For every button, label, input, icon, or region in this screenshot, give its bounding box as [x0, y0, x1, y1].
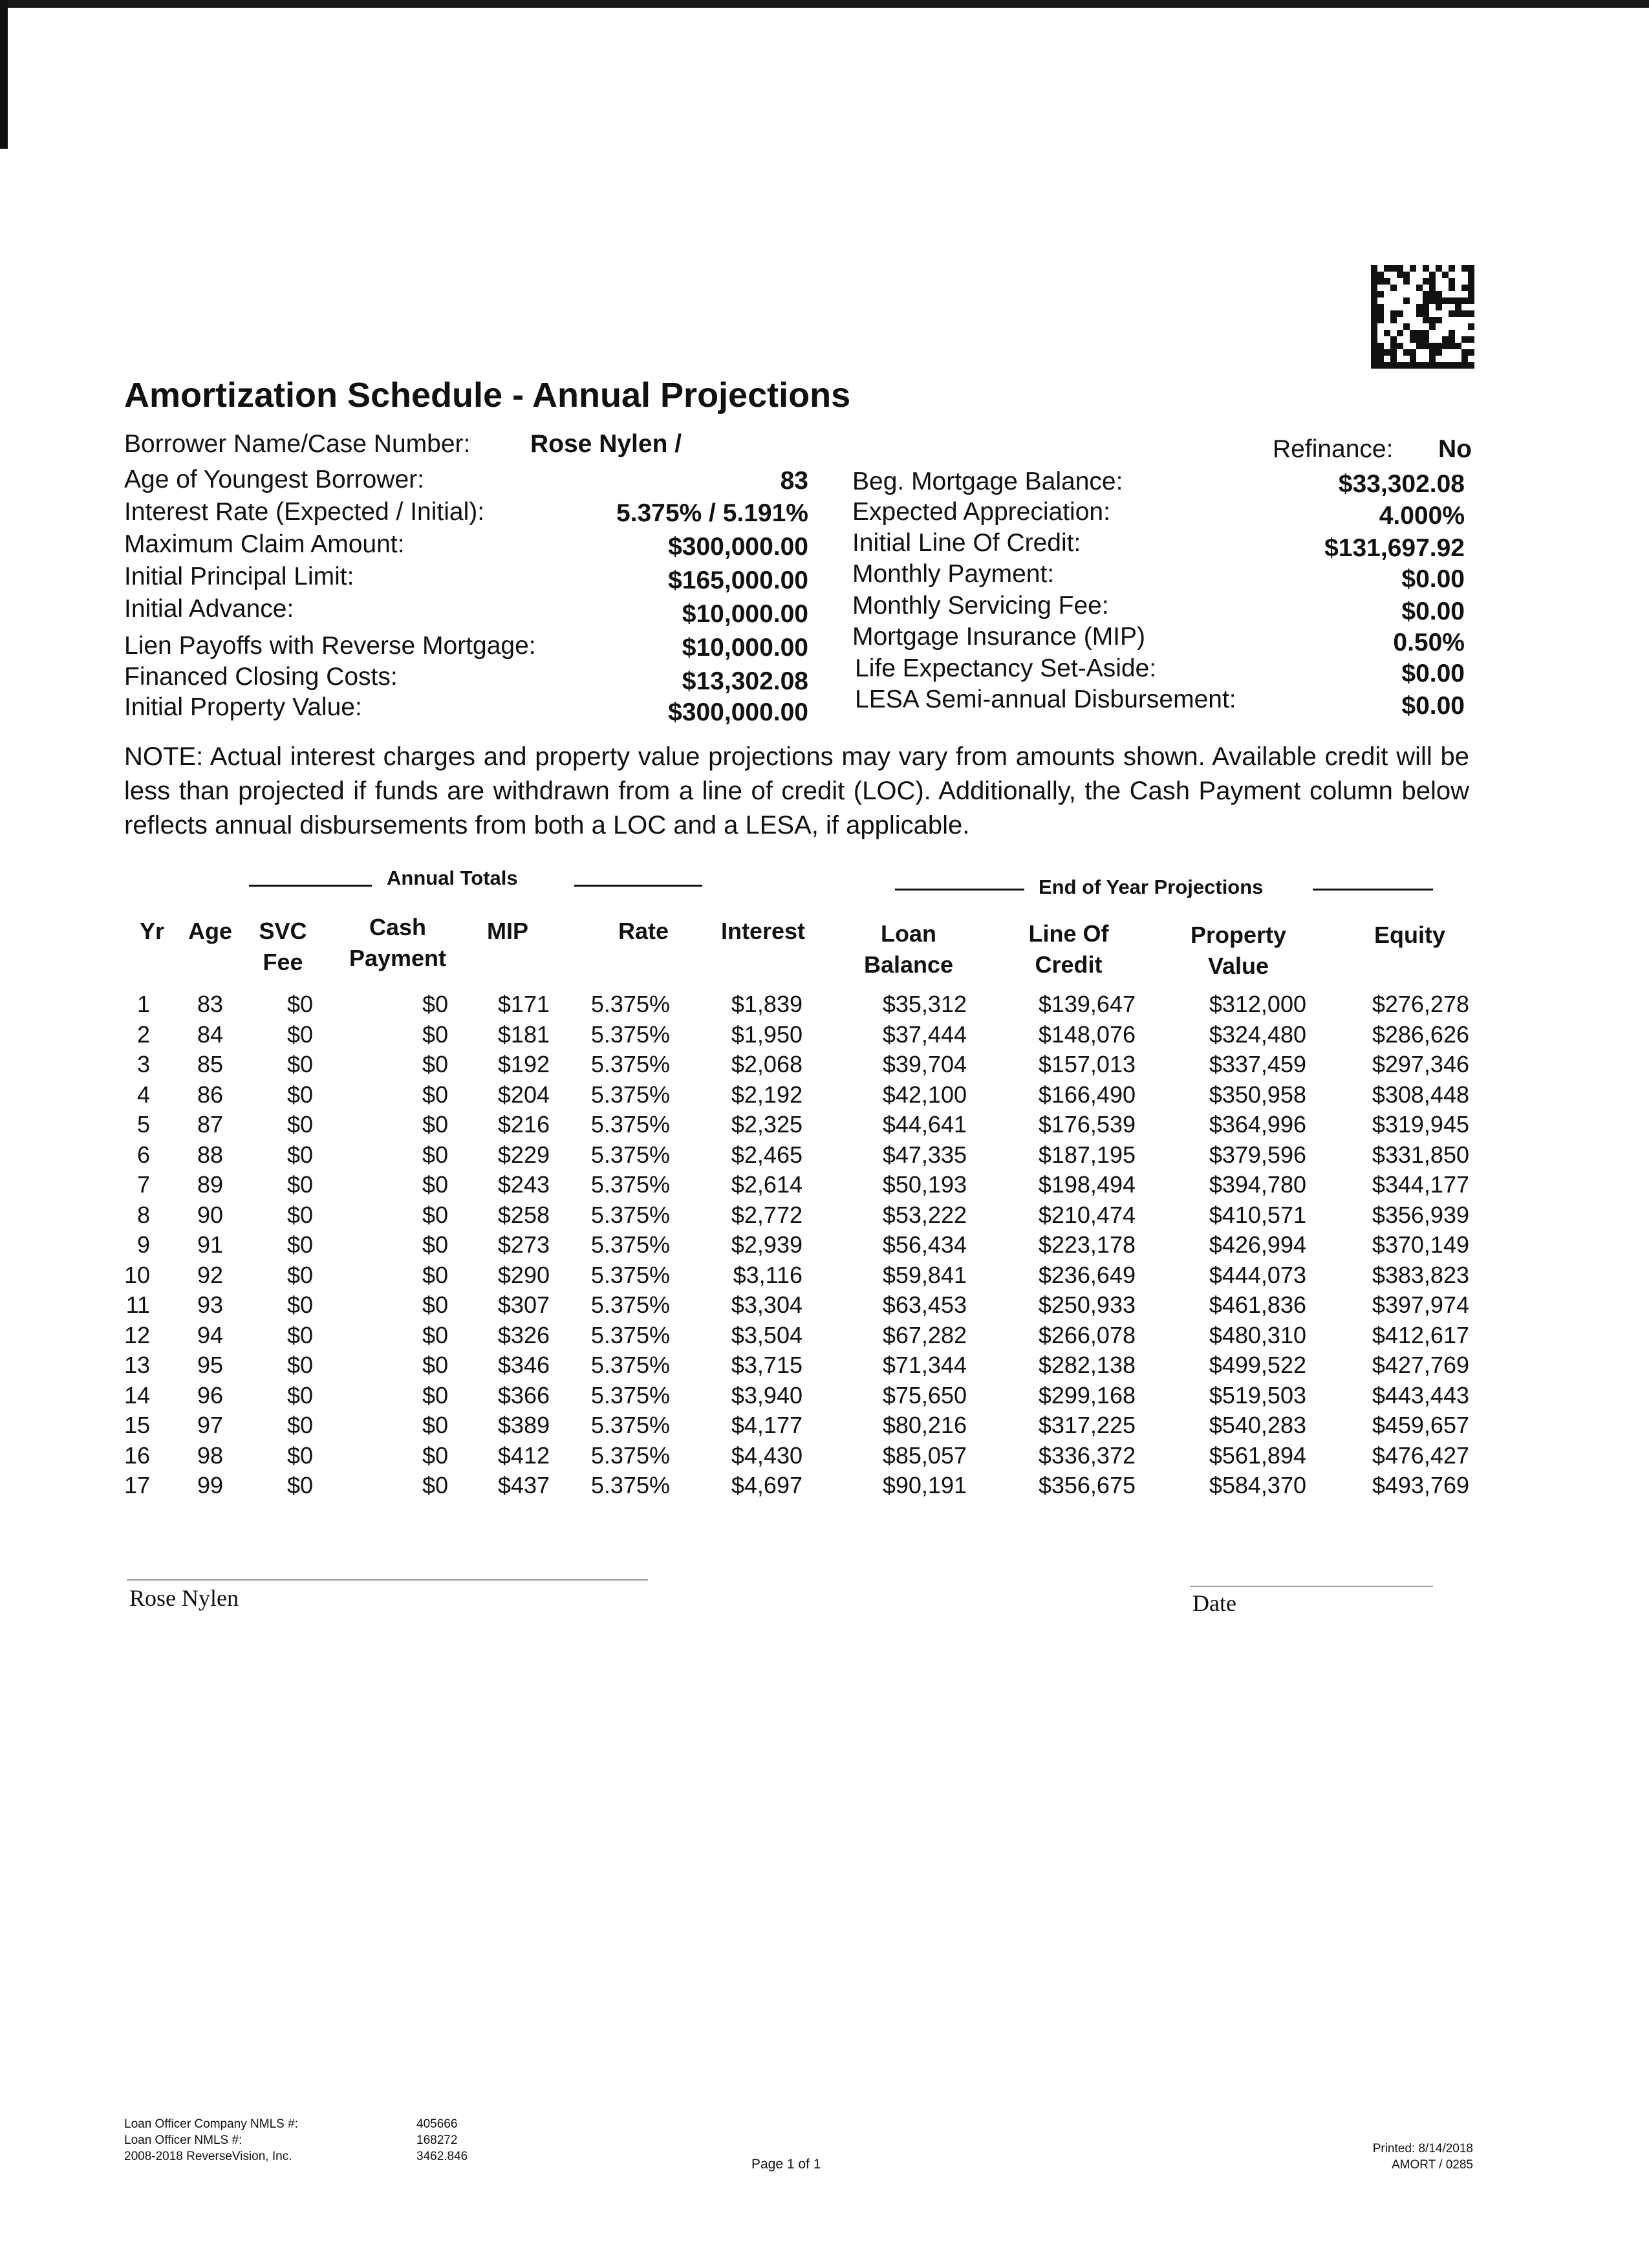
- field-value: $13,302.08: [682, 667, 808, 695]
- cell-equity: $397,974: [1372, 1291, 1469, 1318]
- cell-mip: $204: [497, 1081, 550, 1108]
- field-value: $0.00: [1401, 692, 1465, 720]
- cell-svc-fee: $0: [286, 1472, 313, 1498]
- cell-yr: 14: [124, 1381, 150, 1409]
- table-row: [0, 1050, 1649, 1080]
- officer-nmls-label: Loan Officer NMLS #:: [124, 2133, 242, 2147]
- table-row: [0, 1230, 1649, 1260]
- copyright: 2008-2018 ReverseVision, Inc.: [124, 2150, 292, 2163]
- cell-cash-payment: $0: [422, 1412, 448, 1438]
- cell-age: 89: [197, 1171, 223, 1198]
- cell-property-value: $410,571: [1209, 1201, 1306, 1228]
- cell-yr: 4: [136, 1081, 150, 1108]
- cell-rate: 5.375%: [590, 1201, 670, 1228]
- cell-interest: $2,068: [731, 1051, 803, 1077]
- cell-cash-payment: $0: [422, 1442, 448, 1469]
- cell-loan-balance: $47,335: [882, 1141, 967, 1168]
- cell-svc-fee: $0: [286, 1321, 313, 1348]
- cell-rate: 5.375%: [590, 1051, 670, 1077]
- cell-equity: $297,346: [1372, 1051, 1469, 1077]
- cell-property-value: $461,836: [1209, 1291, 1306, 1318]
- cell-equity: $476,427: [1372, 1442, 1469, 1469]
- field-label: Initial Advance:: [124, 595, 294, 623]
- field-value: 0.50%: [1393, 629, 1465, 656]
- cell-interest: $2,325: [731, 1111, 803, 1138]
- cell-interest: $4,177: [731, 1412, 803, 1438]
- cell-property-value: $337,459: [1209, 1051, 1306, 1077]
- cell-mip: $216: [497, 1111, 550, 1138]
- form-code: AMORT / 0285: [1391, 2158, 1473, 2172]
- cell-interest: $4,430: [731, 1442, 803, 1469]
- cell-line-of-credit: $236,649: [1038, 1261, 1136, 1288]
- cell-loan-balance: $80,216: [882, 1412, 967, 1438]
- company-nmls-value: 405666: [416, 2117, 458, 2131]
- cell-rate: 5.375%: [590, 1291, 670, 1318]
- field-value: $165,000.00: [668, 567, 808, 594]
- cell-loan-balance: $50,193: [882, 1171, 967, 1198]
- cell-interest: $2,614: [731, 1171, 803, 1198]
- cell-line-of-credit: $157,013: [1038, 1051, 1136, 1077]
- cell-cash-payment: $0: [422, 991, 448, 1017]
- cell-line-of-credit: $198,494: [1038, 1171, 1136, 1198]
- cell-rate: 5.375%: [590, 1472, 670, 1498]
- field-value: 5.375% / 5.191%: [616, 499, 808, 527]
- cell-yr: 3: [136, 1051, 150, 1077]
- cell-mip: $243: [497, 1171, 550, 1198]
- group-rule: [574, 885, 702, 887]
- cell-rate: 5.375%: [590, 1261, 670, 1288]
- cell-interest: $3,715: [731, 1352, 803, 1378]
- group-rule: [895, 889, 1024, 891]
- page-number: Page 1 of 1: [751, 2157, 821, 2172]
- cell-age: 96: [197, 1381, 223, 1409]
- cell-interest: $2,939: [731, 1231, 803, 1258]
- cell-loan-balance: $67,282: [882, 1321, 967, 1348]
- date-label: Date: [1192, 1590, 1236, 1616]
- cell-rate: 5.375%: [590, 1081, 670, 1108]
- field-label: Initial Principal Limit:: [124, 563, 354, 590]
- cell-cash-payment: $0: [422, 1081, 448, 1108]
- cell-line-of-credit: $223,178: [1038, 1231, 1136, 1258]
- cell-age: 93: [197, 1291, 223, 1318]
- annual-totals-heading: Annual Totals: [387, 867, 518, 889]
- cell-cash-payment: $0: [422, 1141, 448, 1168]
- cell-mip: $437: [497, 1472, 550, 1498]
- cell-svc-fee: $0: [286, 1111, 313, 1138]
- cell-interest: $3,116: [733, 1261, 803, 1288]
- cell-cash-payment: $0: [422, 1321, 448, 1348]
- cell-mip: $273: [497, 1231, 550, 1258]
- cell-interest: $2,465: [731, 1141, 803, 1168]
- date-line: [1190, 1586, 1433, 1587]
- amortization-table-body: [0, 989, 1649, 1501]
- cell-equity: $331,850: [1372, 1141, 1469, 1168]
- borrower-value: Rose Nylen /: [530, 430, 682, 458]
- col-header: Yr: [139, 918, 165, 944]
- cell-interest: $3,304: [731, 1291, 803, 1318]
- field-value: 83: [780, 467, 808, 495]
- cell-line-of-credit: $210,474: [1038, 1201, 1136, 1228]
- cell-rate: 5.375%: [590, 1352, 670, 1378]
- cell-mip: $346: [497, 1352, 550, 1378]
- footer-labels: [124, 2116, 298, 2165]
- cell-svc-fee: $0: [286, 1231, 313, 1258]
- field-label: Financed Closing Costs:: [124, 663, 398, 691]
- cell-yr: 11: [125, 1291, 150, 1318]
- version-number: 3462.846: [416, 2150, 468, 2163]
- cell-mip: $258: [497, 1201, 550, 1228]
- borrower-label: Borrower Name/Case Number:: [124, 430, 471, 458]
- cell-equity: $443,443: [1372, 1381, 1469, 1409]
- table-row: [0, 1110, 1649, 1140]
- scan-edge: [0, 0, 1649, 8]
- cell-interest: $1,950: [731, 1021, 803, 1048]
- cell-property-value: $350,958: [1209, 1081, 1306, 1108]
- cell-svc-fee: $0: [286, 1381, 313, 1409]
- cell-yr: 8: [136, 1201, 150, 1228]
- cell-loan-balance: $85,057: [882, 1442, 967, 1469]
- cell-line-of-credit: $148,076: [1038, 1021, 1136, 1048]
- table-row: [0, 1410, 1649, 1441]
- cell-line-of-credit: $176,539: [1038, 1111, 1136, 1138]
- field-value: $0.00: [1401, 660, 1465, 687]
- field-value: 4.000%: [1379, 502, 1465, 530]
- cell-cash-payment: $0: [422, 1472, 448, 1498]
- cell-line-of-credit: $317,225: [1038, 1412, 1136, 1438]
- cell-mip: $181: [497, 1021, 550, 1048]
- cell-loan-balance: $35,312: [882, 991, 967, 1017]
- field-label: Interest Rate (Expected / Initial):: [124, 498, 485, 526]
- cell-svc-fee: $0: [286, 1201, 313, 1228]
- col-header: SVC Fee: [259, 918, 307, 975]
- cell-age: 94: [197, 1321, 223, 1348]
- cell-cash-payment: $0: [422, 1261, 448, 1288]
- field-value: $131,697.92: [1324, 534, 1465, 562]
- table-row: [0, 1381, 1649, 1411]
- cell-line-of-credit: $166,490: [1038, 1081, 1136, 1108]
- cell-yr: 7: [136, 1171, 150, 1198]
- cell-age: 88: [197, 1141, 223, 1168]
- cell-yr: 13: [124, 1352, 150, 1378]
- footer-values: [416, 2116, 468, 2165]
- cell-property-value: $312,000: [1209, 991, 1306, 1017]
- cell-interest: $2,192: [731, 1081, 803, 1108]
- cell-rate: 5.375%: [590, 1111, 670, 1138]
- officer-nmls-value: 168272: [416, 2133, 458, 2147]
- cell-yr: 10: [124, 1261, 150, 1288]
- col-header: Cash Payment: [349, 914, 447, 971]
- cell-cash-payment: $0: [422, 1171, 448, 1198]
- signature-line: [127, 1579, 648, 1581]
- cell-loan-balance: $71,344: [882, 1352, 967, 1378]
- cell-loan-balance: $75,650: [882, 1381, 967, 1409]
- field-label: LESA Semi-annual Disbursement:: [855, 686, 1236, 713]
- table-row: [0, 1260, 1649, 1291]
- cell-property-value: $499,522: [1209, 1352, 1306, 1378]
- col-header: Property Value: [1190, 922, 1287, 979]
- cell-age: 83: [197, 991, 223, 1017]
- cell-loan-balance: $53,222: [882, 1201, 967, 1228]
- cell-property-value: $364,996: [1209, 1111, 1306, 1138]
- cell-age: 85: [197, 1051, 223, 1077]
- cell-line-of-credit: $266,078: [1038, 1321, 1136, 1348]
- cell-age: 86: [197, 1081, 223, 1108]
- cell-cash-payment: $0: [422, 1111, 448, 1138]
- cell-yr: 1: [136, 991, 150, 1017]
- cell-mip: $307: [497, 1291, 550, 1318]
- field-label: Age of Youngest Borrower:: [124, 466, 424, 493]
- cell-interest: $3,504: [731, 1321, 803, 1348]
- col-header: Loan Balance: [863, 920, 954, 978]
- table-row: [0, 1200, 1649, 1231]
- group-rule: [1313, 889, 1433, 891]
- cell-mip: $171: [497, 991, 550, 1017]
- cell-rate: 5.375%: [590, 991, 670, 1017]
- field-value: $33,302.08: [1338, 470, 1465, 498]
- cell-yr: 12: [124, 1321, 150, 1348]
- col-header: Line Of Credit: [1028, 920, 1109, 978]
- cell-loan-balance: $39,704: [882, 1051, 967, 1077]
- cell-age: 92: [197, 1261, 223, 1288]
- cell-line-of-credit: $139,647: [1038, 991, 1136, 1017]
- table-row: [0, 1290, 1649, 1321]
- field-label: Initial Property Value:: [124, 693, 362, 721]
- table-row: [0, 1080, 1649, 1110]
- cell-age: 84: [197, 1021, 223, 1048]
- field-label: Monthly Payment:: [852, 560, 1055, 588]
- cell-property-value: $394,780: [1209, 1171, 1306, 1198]
- field-label: Expected Appreciation:: [852, 498, 1110, 526]
- cell-age: 95: [197, 1352, 223, 1378]
- col-header: Rate: [618, 918, 669, 944]
- signature-name: Rose Nylen: [129, 1585, 239, 1611]
- cell-age: 98: [197, 1442, 223, 1469]
- field-value: $10,000.00: [682, 634, 808, 662]
- cell-svc-fee: $0: [286, 1021, 313, 1048]
- cell-age: 99: [197, 1472, 223, 1498]
- cell-svc-fee: $0: [286, 1261, 313, 1288]
- cell-cash-payment: $0: [422, 1021, 448, 1048]
- cell-equity: $412,617: [1372, 1321, 1469, 1348]
- cell-yr: 9: [136, 1231, 150, 1258]
- cell-mip: $389: [497, 1412, 550, 1438]
- table-row: [0, 1471, 1649, 1501]
- cell-property-value: $379,596: [1209, 1141, 1306, 1168]
- col-header: Interest: [720, 918, 806, 944]
- cell-loan-balance: $42,100: [882, 1081, 967, 1108]
- cell-svc-fee: $0: [286, 1171, 313, 1198]
- cell-cash-payment: $0: [422, 1051, 448, 1077]
- cell-rate: 5.375%: [590, 1171, 670, 1198]
- cell-property-value: $444,073: [1209, 1261, 1306, 1288]
- field-label: Mortgage Insurance (MIP): [852, 623, 1146, 651]
- cell-equity: $370,149: [1372, 1231, 1469, 1258]
- cell-mip: $412: [497, 1442, 550, 1469]
- cell-yr: 6: [136, 1141, 150, 1168]
- cell-loan-balance: $90,191: [882, 1472, 967, 1498]
- scan-edge: [0, 0, 8, 149]
- cell-cash-payment: $0: [422, 1201, 448, 1228]
- cell-svc-fee: $0: [286, 1291, 313, 1318]
- cell-age: 91: [197, 1231, 223, 1258]
- cell-yr: 15: [124, 1412, 150, 1438]
- cell-line-of-credit: $299,168: [1038, 1381, 1136, 1409]
- cell-yr: 17: [124, 1472, 150, 1498]
- cell-line-of-credit: $282,138: [1038, 1352, 1136, 1378]
- cell-line-of-credit: $336,372: [1038, 1442, 1136, 1469]
- cell-mip: $192: [497, 1051, 550, 1077]
- col-header: MIP: [486, 918, 528, 944]
- table-row: [0, 1321, 1649, 1351]
- cell-rate: 5.375%: [590, 1321, 670, 1348]
- cell-rate: 5.375%: [590, 1141, 670, 1168]
- field-label: Life Expectancy Set-Aside:: [855, 654, 1157, 682]
- cell-svc-fee: $0: [286, 991, 313, 1017]
- cell-equity: $286,626: [1372, 1021, 1469, 1048]
- cell-age: 87: [197, 1111, 223, 1138]
- table-row: [0, 1140, 1649, 1171]
- field-label: Beg. Mortgage Balance:: [852, 468, 1123, 495]
- cell-line-of-credit: $187,195: [1038, 1141, 1136, 1168]
- refinance-value: No: [1438, 435, 1472, 463]
- field-value: $300,000.00: [668, 698, 808, 726]
- cell-line-of-credit: $250,933: [1038, 1291, 1136, 1318]
- cell-svc-fee: $0: [286, 1442, 313, 1469]
- cell-rate: 5.375%: [590, 1381, 670, 1409]
- cell-interest: $3,940: [731, 1381, 803, 1409]
- cell-svc-fee: $0: [286, 1051, 313, 1077]
- cell-mip: $326: [497, 1321, 550, 1348]
- cell-equity: $319,945: [1372, 1111, 1469, 1138]
- table-row: [0, 1020, 1649, 1050]
- end-of-year-heading: End of Year Projections: [1039, 876, 1264, 898]
- cell-equity: $356,939: [1372, 1201, 1469, 1228]
- cell-property-value: $519,503: [1209, 1381, 1306, 1409]
- refinance-label: Refinance:: [1273, 435, 1394, 463]
- col-header: Age: [188, 918, 232, 944]
- cell-yr: 2: [136, 1021, 150, 1048]
- cell-property-value: $426,994: [1209, 1231, 1306, 1258]
- cell-mip: $290: [497, 1261, 550, 1288]
- cell-yr: 5: [136, 1111, 150, 1138]
- cell-equity: $308,448: [1372, 1081, 1469, 1108]
- col-header: Equity: [1374, 922, 1445, 948]
- cell-cash-payment: $0: [422, 1352, 448, 1378]
- cell-line-of-credit: $356,675: [1038, 1472, 1136, 1498]
- cell-mip: $229: [497, 1141, 550, 1168]
- field-value: $300,000.00: [668, 533, 808, 561]
- group-rule: [249, 885, 372, 887]
- cell-property-value: $561,894: [1209, 1442, 1306, 1469]
- cell-rate: 5.375%: [590, 1442, 670, 1469]
- field-label: Initial Line Of Credit:: [852, 529, 1081, 557]
- cell-equity: $344,177: [1372, 1171, 1469, 1198]
- cell-interest: $2,772: [731, 1201, 803, 1228]
- footer-print-info: [1373, 2141, 1473, 2173]
- printed-date: Printed: 8/14/2018: [1372, 2142, 1473, 2155]
- cell-interest: $4,697: [731, 1472, 803, 1498]
- table-row: [0, 1350, 1649, 1381]
- cell-svc-fee: $0: [286, 1081, 313, 1108]
- datamatrix-barcode-icon: [1371, 266, 1474, 369]
- cell-cash-payment: $0: [422, 1291, 448, 1318]
- cell-rate: 5.375%: [590, 1231, 670, 1258]
- company-nmls-label: Loan Officer Company NMLS #:: [124, 2117, 298, 2131]
- table-row: [0, 1441, 1649, 1471]
- cell-mip: $366: [497, 1381, 550, 1409]
- table-row: [0, 989, 1649, 1020]
- cell-equity: $383,823: [1372, 1261, 1469, 1288]
- cell-equity: $427,769: [1372, 1352, 1469, 1378]
- field-label: Lien Payoffs with Reverse Mortgage:: [124, 632, 536, 660]
- cell-loan-balance: $56,434: [882, 1231, 967, 1258]
- cell-svc-fee: $0: [286, 1141, 313, 1168]
- field-value: $0.00: [1401, 565, 1465, 593]
- cell-equity: $493,769: [1372, 1472, 1469, 1498]
- cell-equity: $459,657: [1372, 1412, 1469, 1438]
- cell-yr: 16: [124, 1442, 150, 1469]
- cell-cash-payment: $0: [422, 1381, 448, 1409]
- cell-interest: $1,839: [731, 991, 803, 1017]
- cell-loan-balance: $44,641: [882, 1111, 967, 1138]
- cell-svc-fee: $0: [286, 1352, 313, 1378]
- cell-rate: 5.375%: [590, 1412, 670, 1438]
- cell-cash-payment: $0: [422, 1231, 448, 1258]
- cell-loan-balance: $63,453: [882, 1291, 967, 1318]
- field-label: Maximum Claim Amount:: [124, 530, 405, 558]
- cell-property-value: $480,310: [1209, 1321, 1306, 1348]
- cell-property-value: $540,283: [1209, 1412, 1306, 1438]
- cell-loan-balance: $59,841: [882, 1261, 967, 1288]
- field-value: $0.00: [1401, 598, 1465, 625]
- cell-property-value: $324,480: [1209, 1021, 1306, 1048]
- cell-svc-fee: $0: [286, 1412, 313, 1438]
- cell-loan-balance: $37,444: [882, 1021, 967, 1048]
- disclaimer-note: NOTE: Actual interest charges and property value projections may vary from amounts shown. Available credit will be less than projected if funds are withdrawn from a line of credit (LOC). Additionally, the Cash Payment column below reflects annual disbursements from both a LOC and a LESA, if applicable.: [124, 742, 1469, 839]
- cell-age: 90: [197, 1201, 223, 1228]
- page-title: Amortization Schedule - Annual Projections: [124, 376, 851, 415]
- cell-equity: $276,278: [1372, 991, 1469, 1017]
- table-row: [0, 1170, 1649, 1200]
- cell-age: 97: [197, 1412, 223, 1438]
- field-value: $10,000.00: [682, 600, 808, 628]
- cell-property-value: $584,370: [1209, 1472, 1306, 1498]
- cell-rate: 5.375%: [590, 1021, 670, 1048]
- field-label: Monthly Servicing Fee:: [852, 592, 1109, 620]
